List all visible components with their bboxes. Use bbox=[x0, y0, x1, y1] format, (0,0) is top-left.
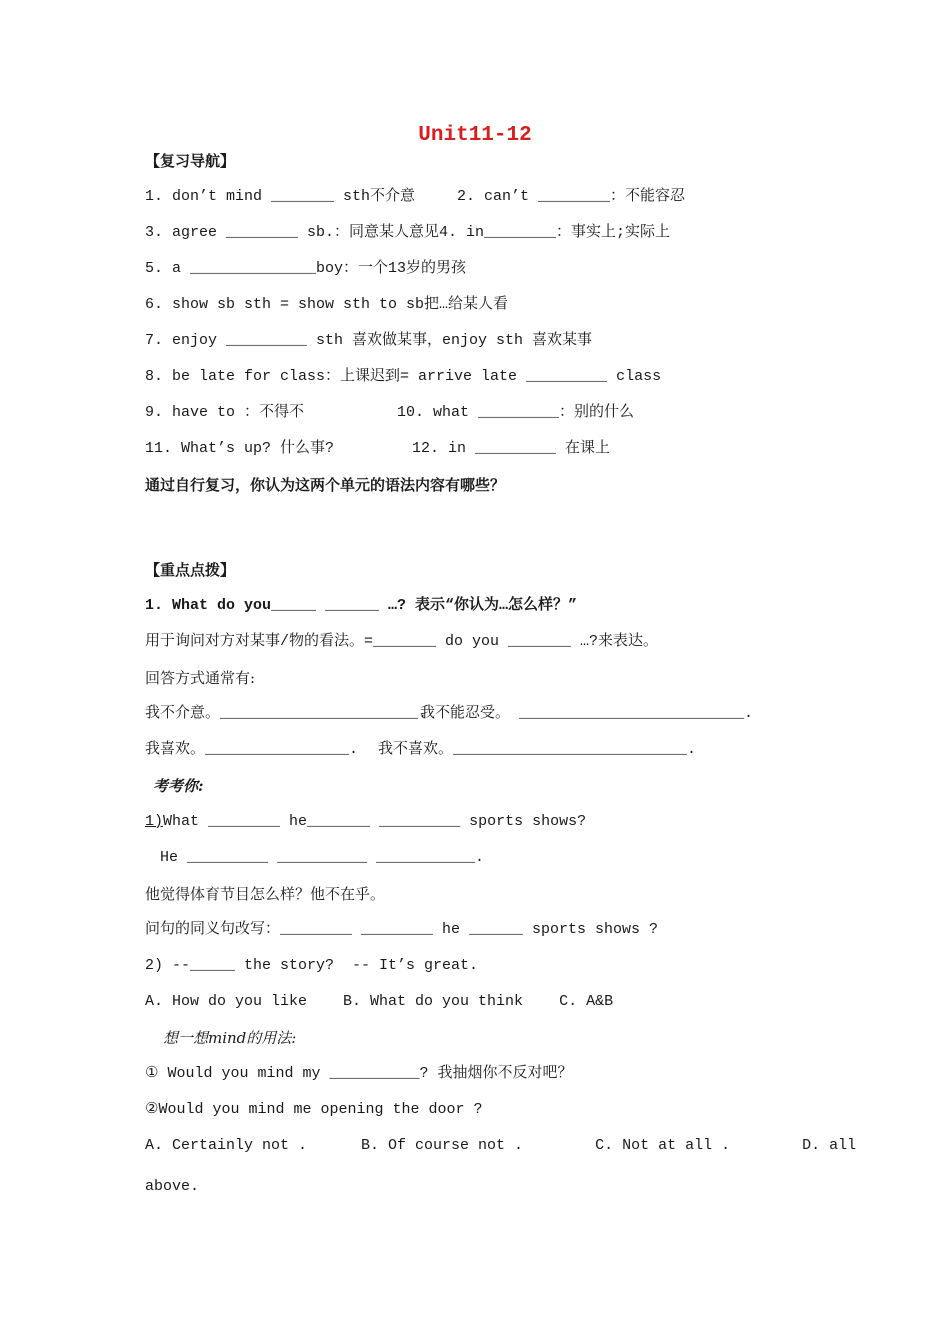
review-item-6: 6. show sb sth = show sth to sb把…给某人看 bbox=[145, 296, 509, 313]
page-title: Unit11-12 bbox=[418, 124, 532, 147]
test-q2: 2) --_____ the story? -- It’s great. bbox=[145, 957, 479, 974]
review-item-11: 11. What’s up? 什么事? bbox=[145, 440, 335, 457]
test-heading: 考考你: bbox=[153, 777, 204, 795]
review-heading: 【复习导航】 bbox=[145, 152, 236, 170]
mind-q2: ②Would you mind me opening the door ? bbox=[145, 1101, 483, 1118]
test-q1 bbox=[145, 812, 586, 832]
test-q1-rewrite: 问句的同义句改写：________ ________ he ______ sports shows ? bbox=[145, 921, 659, 938]
test-q1-number: 1) bbox=[145, 813, 164, 830]
review-item-2: 2. can’t ________：不能容忍 bbox=[457, 188, 686, 205]
key-point-1: 1. What do you_____ ______ …? 表示“你认为…怎么样？” bbox=[145, 597, 578, 614]
mind-heading: 想一想mind的用法: bbox=[163, 1029, 297, 1047]
review-question: 通过自行复习，你认为这两个单元的语法内容有哪些？ bbox=[145, 476, 506, 494]
review-item-10: 10. what _________：别的什么 bbox=[397, 404, 635, 421]
answer-dont-mind: 我不介意。______________________. bbox=[145, 705, 428, 722]
answer-like: 我喜欢。________________. bbox=[145, 741, 359, 758]
review-item-8: 8. be late for class：上课迟到= arrive late _________ class bbox=[145, 368, 662, 385]
test-q1-answer: He _________ __________ ___________. bbox=[160, 849, 485, 866]
mind-q1: ① Would you mind my __________? 我抽烟你不反对吧？ bbox=[145, 1065, 573, 1082]
answer-dont-like: 我不喜欢。__________________________. bbox=[378, 741, 697, 758]
key-usage: 用于询问对方对某事/物的看法。=_______ do you _______ …?来表达。 bbox=[145, 633, 659, 650]
key-heading: 【重点点拨】 bbox=[145, 561, 236, 579]
review-item-7: 7. enjoy _________ sth 喜欢做某事，enjoy sth 喜欢某事 bbox=[145, 332, 593, 349]
review-item-12: 12. in _________ 在课上 bbox=[412, 440, 611, 457]
key-answer-intro: 回答方式通常有: bbox=[145, 669, 256, 687]
test-q2-options: A. How do you like B. What do you think C. A&B bbox=[145, 993, 614, 1010]
review-item-9: 9. have to ：不得不 bbox=[145, 404, 305, 421]
review-item-1: 1. don’t mind _______ sth不介意 bbox=[145, 188, 416, 205]
review-item-5: 5. a ______________boy：一个13岁的男孩 bbox=[145, 260, 467, 277]
answer-cant-stand: 我不能忍受。 _________________________. bbox=[420, 705, 754, 722]
mind-options-cont: above. bbox=[145, 1178, 200, 1195]
review-item-3-4: 3. agree ________ sb.：同意某人意见4. in________：事实上;实际上 bbox=[145, 224, 671, 241]
test-q1-chinese: 他觉得体育节目怎么样？他不在乎。 bbox=[145, 885, 386, 903]
test-q1-text: What ________ he_______ _________ sports shows? bbox=[163, 813, 587, 830]
mind-options: A. Certainly not . B. Of course not . C. Not at all . D. all bbox=[145, 1137, 857, 1154]
